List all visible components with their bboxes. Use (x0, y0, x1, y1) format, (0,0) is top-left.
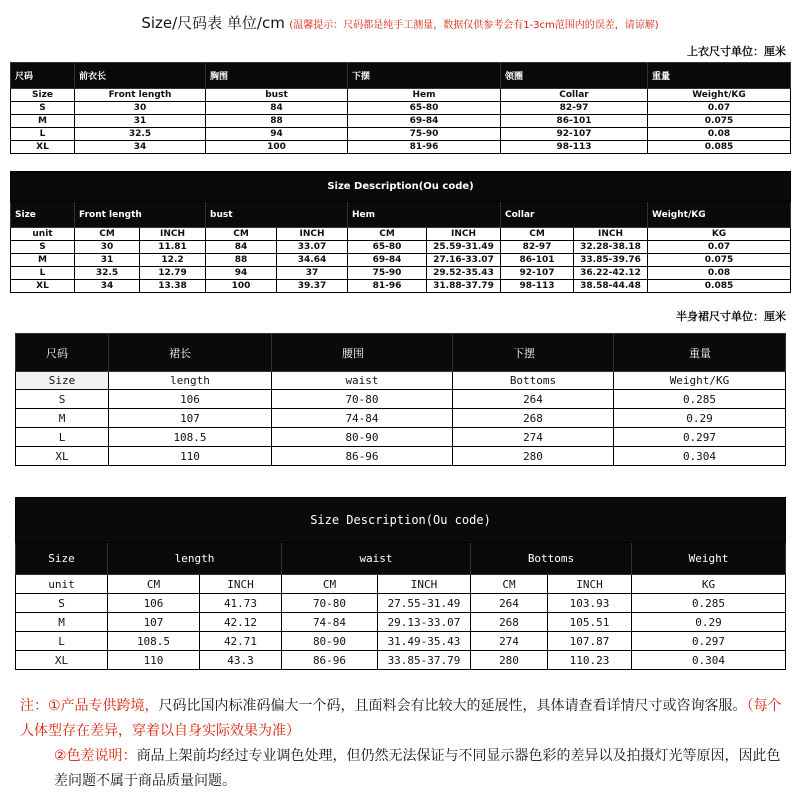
table-cell: XL (11, 141, 75, 154)
table-cell: 86-101 (501, 115, 648, 128)
table-cell: 29.13-33.07 (378, 613, 471, 632)
table-cell: 106 (109, 390, 272, 409)
note-2-text: 商品上架前均经过专业调色处理，但仍然无法保证与不同显示器色彩的差异以及拍摄灯光等原因，因此色差问题不属于商品质量问题。 (54, 748, 781, 789)
table-cell: 108.5 (108, 632, 200, 651)
title-hint: (温馨提示：尺码都是纯手工测量，数据仅供参考会有1-3cm范围内的误差，请谅解) (289, 20, 659, 31)
table-row (11, 115, 791, 128)
unit-cell: INCH (277, 228, 348, 241)
notes-section (20, 694, 790, 794)
table-row (16, 594, 786, 613)
table-cell: 36.22-42.12 (574, 267, 648, 280)
table-row (11, 102, 791, 115)
table-cell: 30 (75, 102, 206, 115)
note-2-marker: ② (54, 748, 67, 764)
table-cell: 100 (206, 141, 348, 154)
skirt-size-table (15, 333, 786, 466)
top-unit-note: 上衣尺寸单位：厘米 (687, 45, 786, 58)
note-2 (20, 744, 790, 794)
table-cell: 80-90 (282, 632, 378, 651)
table-cell: 43.3 (200, 651, 282, 670)
unit-cell: INCH (200, 575, 282, 594)
page-title (0, 12, 800, 33)
table-cell: 86-96 (272, 447, 453, 466)
table-cell: 103.93 (548, 594, 632, 613)
top-size-table-inch (10, 171, 791, 293)
table-cell: 69-84 (348, 115, 501, 128)
table-cell: 0.085 (648, 141, 791, 154)
table-cell: XL (11, 280, 75, 293)
table-row (16, 447, 786, 466)
header-cell: length (109, 372, 272, 390)
table-cell: 75-90 (348, 267, 427, 280)
table-cell: 0.304 (614, 447, 786, 466)
table-cell: XL (16, 651, 108, 670)
table-cell: 34.64 (277, 254, 348, 267)
table-cell: 74-84 (272, 409, 453, 428)
table-cell: 84 (206, 102, 348, 115)
table-cell: 41.73 (200, 594, 282, 613)
table-cell: 33.85-39.76 (574, 254, 648, 267)
header-cell: Weight/KG (648, 89, 791, 102)
table-cell: 0.304 (632, 651, 786, 670)
table-cell: 81-96 (348, 141, 501, 154)
table-cell: 33.85-37.79 (378, 651, 471, 670)
table-cell: 31.49-35.43 (378, 632, 471, 651)
table-row (11, 141, 791, 154)
table-cell: 264 (453, 390, 614, 409)
header-cell: Size (11, 89, 75, 102)
header-cell: Size (11, 202, 75, 228)
note-1 (20, 694, 790, 744)
header-cell: Size (16, 372, 109, 390)
table-cell: 280 (453, 447, 614, 466)
header-cell: Collar (501, 202, 648, 228)
header-cell: 下摆 (348, 63, 501, 89)
table-cell: 0.297 (614, 428, 786, 447)
table-row (16, 428, 786, 447)
table-cell: 31 (75, 254, 140, 267)
table-cell: 92-107 (501, 128, 648, 141)
table-header-en (16, 372, 786, 390)
table-cell: 65-80 (348, 241, 427, 254)
header-cell: bust (206, 202, 348, 228)
note-1-highlight-2: （每个人体型存在差异，穿着以自身实际效果为准） (20, 698, 782, 739)
unit-cell: KG (648, 228, 791, 241)
table-cell: 38.58-44.48 (574, 280, 648, 293)
table-cell: 86-96 (282, 651, 378, 670)
table-cell: 70-80 (282, 594, 378, 613)
table-cell: 264 (471, 594, 548, 613)
top-size-table (10, 62, 791, 154)
table-cell: 11.81 (140, 241, 206, 254)
unit-cell: CM (348, 228, 427, 241)
header-cell: 裙长 (109, 334, 272, 372)
table-cell: S (16, 390, 109, 409)
table-cell: 27.16-33.07 (427, 254, 501, 267)
unit-cell: CM (501, 228, 574, 241)
table-cell: 0.075 (648, 115, 791, 128)
table-cell: 81-96 (348, 280, 427, 293)
table-cell: 0.085 (648, 280, 791, 293)
unit-cell: KG (632, 575, 786, 594)
skirt-size-table-inch (15, 497, 786, 670)
table-cell: 39.37 (277, 280, 348, 293)
unit-cell: CM (206, 228, 277, 241)
header-cell: Front length (75, 89, 206, 102)
header-cell: 胸围 (206, 63, 348, 89)
table-cell: 100 (206, 280, 277, 293)
table-cell: 69-84 (348, 254, 427, 267)
table-header-cn (16, 334, 786, 372)
header-cell: bust (206, 89, 348, 102)
unit-cell: INCH (574, 228, 648, 241)
note-1-text: 尺码比国内标准码偏大一个码，且面料会有比较大的延展性，具体请查看详情尺寸或咨询客服。 (158, 698, 747, 714)
table-units (16, 575, 786, 594)
header-cell: 腰围 (272, 334, 453, 372)
table-cell: M (11, 115, 75, 128)
table-cell: S (11, 102, 75, 115)
table-cell: 280 (471, 651, 548, 670)
table-cell: 98-113 (501, 280, 574, 293)
table-cell: S (11, 241, 75, 254)
table-cell: 0.29 (632, 613, 786, 632)
table-cell: 88 (206, 115, 348, 128)
table-cell: L (16, 632, 108, 651)
unit-cell: unit (16, 575, 108, 594)
table-cell: 105.51 (548, 613, 632, 632)
table-cell: 0.07 (648, 102, 791, 115)
table-cell: 86-101 (501, 254, 574, 267)
table-row (16, 613, 786, 632)
header-cell: 重量 (614, 334, 786, 372)
table-cell: 94 (206, 267, 277, 280)
header-cell: Weight/KG (648, 202, 791, 228)
table-cell: 268 (471, 613, 548, 632)
table-row (11, 280, 791, 293)
table-cell: 82-97 (501, 241, 574, 254)
note-2-highlight: 色差说明： (66, 748, 137, 764)
header-cell: length (108, 543, 282, 575)
table-cell: XL (16, 447, 109, 466)
table-cell: 0.29 (614, 409, 786, 428)
table-cell: 30 (75, 241, 140, 254)
table-cell: 107 (108, 613, 200, 632)
header-cell: Weight (632, 543, 786, 575)
table-cell: 0.285 (632, 594, 786, 613)
table-cell: 98-113 (501, 141, 648, 154)
table-cell: L (11, 267, 75, 280)
table-cell: S (16, 594, 108, 613)
table-row (16, 632, 786, 651)
table-cell: L (16, 428, 109, 447)
table-cell: M (11, 254, 75, 267)
table-header (11, 202, 791, 228)
table-cell: M (16, 409, 109, 428)
table-cell: 0.08 (648, 128, 791, 141)
table-cell: 32.5 (75, 267, 140, 280)
table-row (11, 128, 791, 141)
header-cell: Size (16, 543, 108, 575)
header-cell: 尺码 (11, 63, 75, 89)
table-cell: 42.12 (200, 613, 282, 632)
unit-cell: INCH (140, 228, 206, 241)
table-cell: 84 (206, 241, 277, 254)
table-cell: 110 (108, 651, 200, 670)
table-cell: 13.38 (140, 280, 206, 293)
table-cell: 37 (277, 267, 348, 280)
table-row (16, 651, 786, 670)
table-cell: 70-80 (272, 390, 453, 409)
header-cell: 尺码 (16, 334, 109, 372)
header-cell: Hem (348, 89, 501, 102)
table-cell: 0.075 (648, 254, 791, 267)
table-cell: 65-80 (348, 102, 501, 115)
table-cell: 0.285 (614, 390, 786, 409)
header-cell: 前衣长 (75, 63, 206, 89)
table-cell: 274 (453, 428, 614, 447)
note-1-highlight: 产品专供跨境， (60, 698, 159, 714)
table-cell: 106 (108, 594, 200, 613)
table-cell: 29.52-35.43 (427, 267, 501, 280)
table-units (11, 228, 791, 241)
table-cell: 75-90 (348, 128, 501, 141)
table-cell: 42.71 (200, 632, 282, 651)
table-cell: 34 (75, 141, 206, 154)
table-cell: 110.23 (548, 651, 632, 670)
table-cell: 0.08 (648, 267, 791, 280)
table-cell: L (11, 128, 75, 141)
table-cell: 32.5 (75, 128, 206, 141)
header-cell: Hem (348, 202, 501, 228)
table-row (11, 267, 791, 280)
unit-cell: INCH (548, 575, 632, 594)
note-1-marker: ① (48, 698, 61, 714)
unit-cell: INCH (427, 228, 501, 241)
title-main: Size/尺码表 单位/cm (141, 14, 285, 32)
header-cell: 重量 (648, 63, 791, 89)
header-cell: 下摆 (453, 334, 614, 372)
table-cell: 107 (109, 409, 272, 428)
table-cell: M (16, 613, 108, 632)
table-cell: 92-107 (501, 267, 574, 280)
table-cell: 25.59-31.49 (427, 241, 501, 254)
table-row (11, 254, 791, 267)
table-cell: 27.55-31.49 (378, 594, 471, 613)
notes-label: 注： (20, 698, 48, 714)
table-cell: 33.07 (277, 241, 348, 254)
table-header-cn (11, 63, 791, 89)
table-cell: 31 (75, 115, 206, 128)
table-header (16, 543, 786, 575)
table-cell: 82-97 (501, 102, 648, 115)
table-row (11, 241, 791, 254)
header-cell: 领圈 (501, 63, 648, 89)
table-cell: 88 (206, 254, 277, 267)
table-cell: 274 (471, 632, 548, 651)
table-caption: Size Description(Ou code) (16, 498, 786, 543)
skirt-unit-note: 半身裙尺寸单位：厘米 (676, 310, 786, 323)
header-cell: waist (272, 372, 453, 390)
table-row (16, 409, 786, 428)
header-cell: waist (282, 543, 471, 575)
unit-cell: INCH (378, 575, 471, 594)
header-cell: Collar (501, 89, 648, 102)
table-header-en (11, 89, 791, 102)
table-cell: 0.07 (648, 241, 791, 254)
table-cell: 32.28-38.18 (574, 241, 648, 254)
table-cell: 0.297 (632, 632, 786, 651)
header-cell: Weight/KG (614, 372, 786, 390)
header-cell: Bottoms (453, 372, 614, 390)
unit-cell: CM (471, 575, 548, 594)
table-cell: 12.2 (140, 254, 206, 267)
unit-cell: CM (282, 575, 378, 594)
table-caption: Size Description(Ou code) (11, 172, 791, 202)
table-row (16, 390, 786, 409)
table-cell: 74-84 (282, 613, 378, 632)
table-cell: 108.5 (109, 428, 272, 447)
table-cell: 12.79 (140, 267, 206, 280)
table-cell: 80-90 (272, 428, 453, 447)
header-cell: Bottoms (471, 543, 632, 575)
header-cell: Front length (75, 202, 206, 228)
unit-cell: CM (108, 575, 200, 594)
unit-cell: unit (11, 228, 75, 241)
table-cell: 268 (453, 409, 614, 428)
table-cell: 107.87 (548, 632, 632, 651)
table-cell: 94 (206, 128, 348, 141)
unit-cell: CM (75, 228, 140, 241)
table-cell: 110 (109, 447, 272, 466)
table-cell: 34 (75, 280, 140, 293)
table-cell: 31.88-37.79 (427, 280, 501, 293)
